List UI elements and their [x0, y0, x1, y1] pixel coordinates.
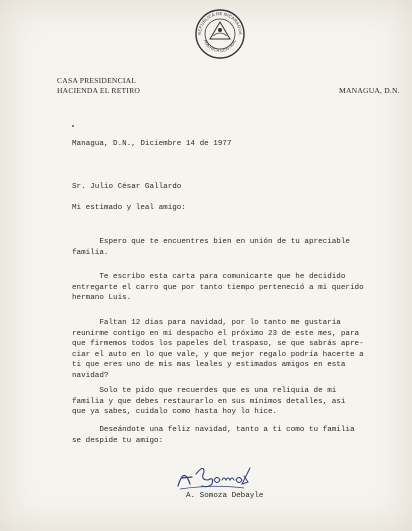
letter-paragraph: Te escribo esta carta para comunicarte que he decidido entregarte el carro que por tanto tiempo perteneció a mi querido hermano Luis.	[72, 273, 364, 303]
letter-salutation: Mi estimado y leal amigo:	[72, 204, 186, 212]
letter-date: Managua, D.N., Diciembre 14 de 1977	[72, 140, 232, 148]
letter-recipient: Sr. Julio César Gallardo	[72, 183, 182, 191]
national-seal-icon	[194, 8, 246, 60]
letter-paragraph: Faltan 12 dias para navidad, por lo tanto me gustaría reunirme contigo en mi despacho el próximo 23 de este mes, para que firmemos todos los papeles del traspaso, se que sabrás apre- ciar el auto en lo que vale, y que mejor regalo podría hacerte a ti que eres uno de mis mas leales y estimados amigos en esta navidad?	[72, 319, 364, 380]
paper-mark	[72, 125, 74, 127]
letterhead-line1: CASA PRESIDENCIAL	[57, 76, 137, 85]
svg-text:AMERICA CENTRAL	[203, 38, 238, 53]
seal-top-text: REPUBLICA DE NICARAGUA	[196, 10, 244, 35]
handwritten-signature	[174, 462, 254, 492]
letter-paragraph: Deseándote una feliz navidad, tanto a ti como tu familia se despide tu amigo:	[72, 426, 355, 445]
letterhead-line2: HACIENDA EL RETIRO	[57, 85, 141, 95]
letter-paragraph: Espero que te encuentres bien en unión de tu apreciable familia.	[72, 238, 350, 257]
letterhead-location: MANAGUA, D.N.	[339, 86, 400, 95]
letter-paragraph: Solo te pido que recuerdes que es una reliquia de mi familia y que debes restaurarlo en sus mínimos detalles, asi que ya sabes, cuídalo como hasta hoy lo hice.	[72, 387, 346, 417]
seal-bottom-text: AMERICA CENTRAL	[202, 38, 238, 54]
letterhead	[57, 76, 140, 95]
signer-name: A. Somoza Debayle	[186, 492, 264, 500]
